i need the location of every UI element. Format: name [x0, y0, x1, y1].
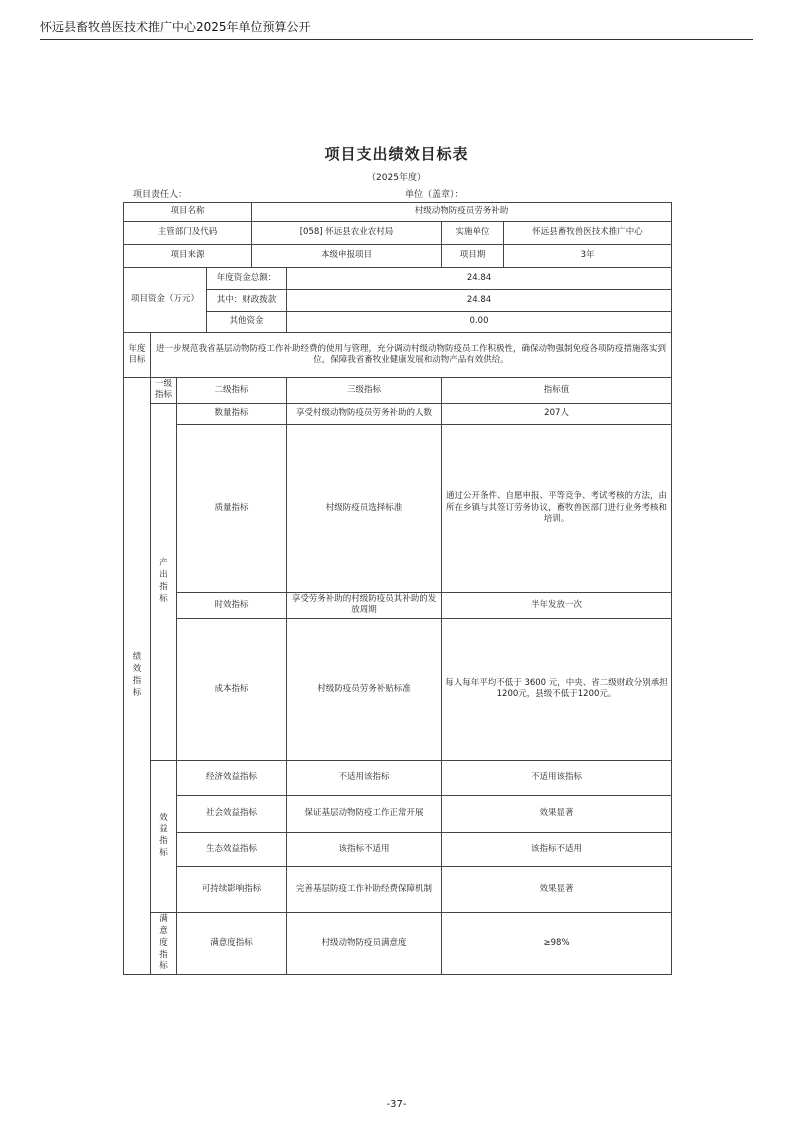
document-title: 项目支出绩效目标表: [324, 145, 469, 163]
indicator-value: 通过公开条件、自愿申报、平等竞争、考试考核的方法，由所在乡镇与其签订劳务协议，畜牧兽医部门进行业务考核和培训。: [442, 424, 672, 592]
indicator-row: [124, 403, 672, 424]
indicator-level2: 经济效益指标: [177, 760, 287, 795]
page-number: -37-: [386, 1099, 407, 1110]
indicator-row: [124, 760, 672, 795]
header-rule: [40, 39, 753, 40]
indicator-level3: 享受劳务补助的村级防疫员其补助的发放周期: [287, 592, 442, 618]
responsible-person-label: 项目责任人：: [133, 190, 188, 200]
indicator-row: [124, 795, 672, 832]
indicator-level2: 满意度指标: [177, 912, 287, 974]
fund-other-value: 0.00: [287, 312, 672, 333]
row-fund-other: [124, 312, 672, 333]
row-project-name: [124, 203, 672, 222]
indicator-value: 效果显著: [442, 866, 672, 912]
output-indicator-label: [151, 403, 177, 760]
period-label: 项目期: [442, 245, 504, 268]
indicator-level3: 享受村级动物防疫员劳务补助的人数: [287, 403, 442, 424]
document-year: （2025年度）: [367, 173, 426, 183]
benefit-indicator-text: 效益指标: [159, 812, 168, 859]
indicator-value: 207人: [442, 403, 672, 424]
row-source: [124, 245, 672, 268]
fund-label: 项目资金（万元）: [124, 268, 207, 333]
indicator-row: [124, 912, 672, 974]
indicator-level3: 该指标不适用: [287, 832, 442, 866]
annual-goal-label: 年度目标: [124, 333, 151, 378]
output-indicator-text: 产出指标: [159, 558, 168, 604]
annual-goal-text: 进一步规范我省基层动物防疫工作补助经费的使用与管理，充分调动村级动物防疫员工作积极性，确保动物强制免疫各项防疫措施落实到位，保障我省畜牧业健康发展和动物产品有效供给。: [151, 333, 672, 378]
satisfaction-indicator-text: 满意度指标: [159, 913, 168, 972]
indicator-value: 该指标不适用: [442, 832, 672, 866]
unit-seal-label: 单位（盖章）：: [405, 190, 464, 200]
indicator-level3: 完善基层防疫工作补助经费保障机制: [287, 866, 442, 912]
row-indicator-header: [124, 378, 672, 404]
project-name-value: 村级动物防疫员劳务补助: [252, 203, 672, 222]
fund-fiscal-value: 24.84: [287, 290, 672, 312]
indicator-level2: 生态效益指标: [177, 832, 287, 866]
running-header: 怀远县畜牧兽医技术推广中心2025年单位预算公开: [40, 20, 311, 34]
fund-fiscal-label: 其中：财政拨款: [207, 290, 287, 312]
implementing-unit-value: 怀远县畜牧兽医技术推广中心: [504, 222, 672, 245]
fund-total-label: 年度资金总额：: [207, 268, 287, 290]
value-header: 指标值: [442, 378, 672, 404]
row-annual-goal: [124, 333, 672, 378]
indicator-value: 效果显著: [442, 795, 672, 832]
row-department: [124, 222, 672, 245]
performance-target-table: [123, 202, 672, 975]
benefit-indicator-label: [151, 760, 177, 912]
period-value: 3年: [504, 245, 672, 268]
level1-header: 一级指标: [151, 378, 177, 404]
row-fund-fiscal: [124, 290, 672, 312]
indicator-level3: 村级防疫员选择标准: [287, 424, 442, 592]
project-name-label: 项目名称: [124, 203, 252, 222]
indicator-value: 每人每年平均不低于 3600 元，中央、省二级财政分别承担1200元，县级不低于1200元。: [442, 618, 672, 760]
indicator-value: ≥98%: [442, 912, 672, 974]
indicator-level3: 保证基层动物防疫工作正常开展: [287, 795, 442, 832]
indicator-level3: 村级动物防疫员满意度: [287, 912, 442, 974]
source-label: 项目来源: [124, 245, 252, 268]
indicator-value: 不适用该指标: [442, 760, 672, 795]
fund-total-value: 24.84: [287, 268, 672, 290]
indicator-row: [124, 832, 672, 866]
indicator-value: 半年发放一次: [442, 592, 672, 618]
department-label: 主管部门及代码: [124, 222, 252, 245]
indicator-level2: 社会效益指标: [177, 795, 287, 832]
indicator-level2: 可持续影响指标: [177, 866, 287, 912]
indicator-row: [124, 424, 672, 592]
indicator-level2: 时效指标: [177, 592, 287, 618]
fund-other-label: 其他资金: [207, 312, 287, 333]
level2-header: 二级指标: [177, 378, 287, 404]
indicator-level2: 数量指标: [177, 403, 287, 424]
indicator-level3: 村级防疫员劳务补贴标准: [287, 618, 442, 760]
performance-indicator-label: [124, 378, 151, 975]
indicator-row: [124, 592, 672, 618]
source-value: 本级申报项目: [252, 245, 442, 268]
indicator-row: [124, 866, 672, 912]
indicator-level2: 成本指标: [177, 618, 287, 760]
indicator-row: [124, 618, 672, 760]
level3-header: 三级指标: [287, 378, 442, 404]
performance-indicator-text: 绩效指标: [132, 652, 142, 699]
indicator-level3: 不适用该指标: [287, 760, 442, 795]
indicator-level2: 质量指标: [177, 424, 287, 592]
implementing-unit-label: 实施单位: [442, 222, 504, 245]
satisfaction-indicator-label: [151, 912, 177, 974]
row-fund-total: [124, 268, 672, 290]
department-value: [058] 怀远县农业农村局: [252, 222, 442, 245]
